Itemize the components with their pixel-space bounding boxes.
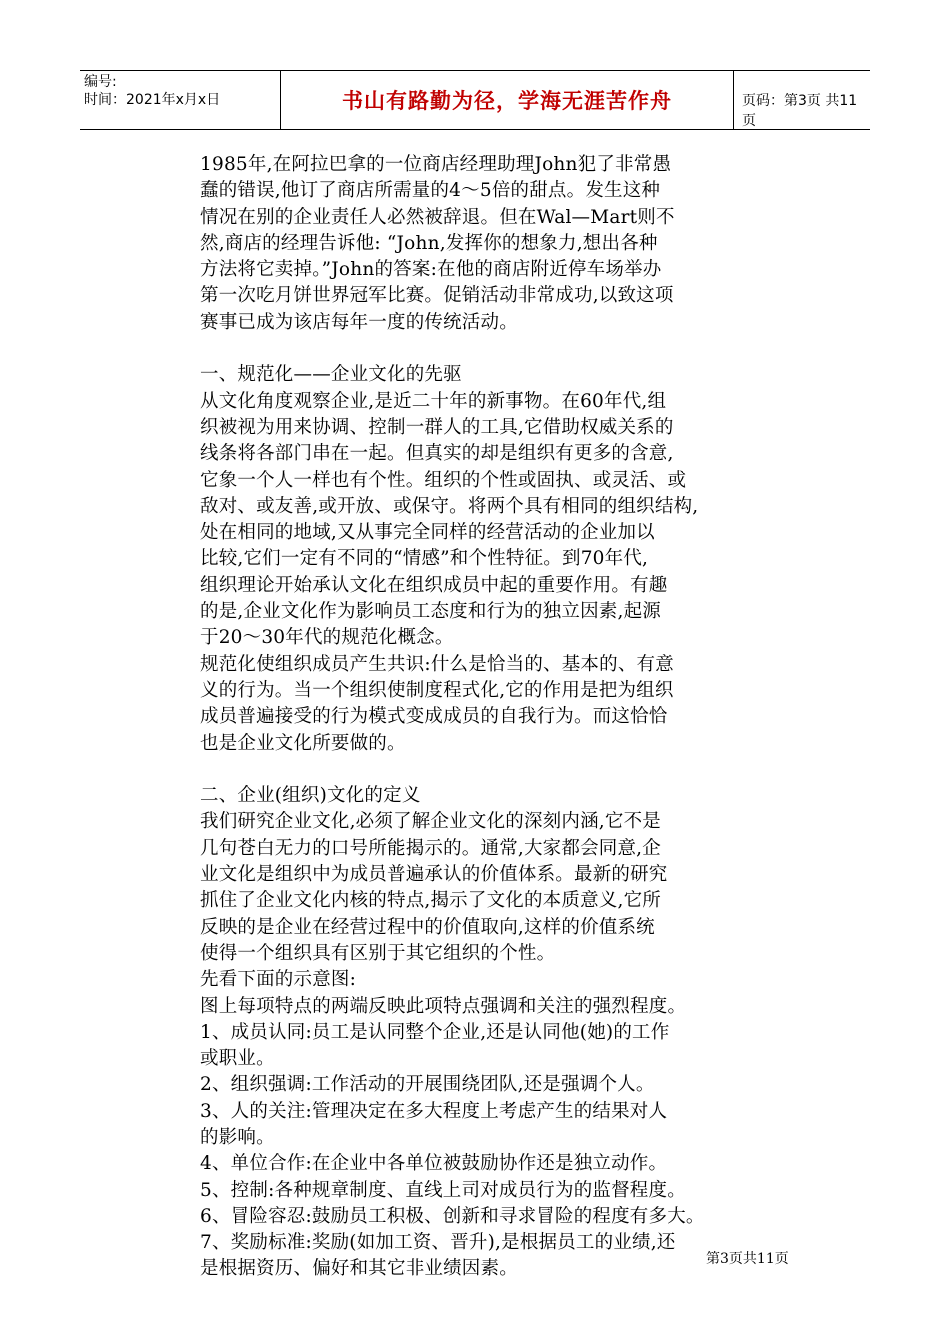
document-body <box>200 152 780 1283</box>
body-line: 1985年,在阿拉巴拿的一位商店经理助理John犯了非常愚 <box>200 154 672 175</box>
body-line: 图上每项特点的两端反映此项特点强调和关注的强烈程度。 <box>200 995 687 1017</box>
body-line: 它象一个人一样也有个性。组织的个性或固执、或灵活、或 <box>200 469 687 491</box>
body-line: 或职业。 <box>200 1048 275 1070</box>
header-meta <box>80 71 280 129</box>
body-line: 于20～30年代的规范化概念。 <box>200 627 454 649</box>
body-line: 处在相同的地域,又从事完全同样的经营活动的企业加以 <box>200 522 655 544</box>
body-line: 第一次吃月饼世界冠军比赛。促销活动非常成功,以致这项 <box>200 285 674 307</box>
body-line: 6、冒险容忍:鼓励员工积极、创新和寻求冒险的程度有多大。 <box>200 1205 705 1227</box>
body-line: 规范化使组织成员产生共识:什么是恰当的、基本的、有意 <box>200 653 674 675</box>
body-line: 比较,它们一定有不同的“情感”和个性特征。到70年代, <box>200 548 649 570</box>
body-line: 2、组织强调:工作活动的开展围绕团队,还是强调个人。 <box>200 1074 655 1096</box>
body-line: 情况在别的企业责任人必然被辞退。但在Wal—Mart则不 <box>200 206 675 228</box>
body-line: 义的行为。当一个组织使制度程式化,它的作用是把为组织 <box>200 679 674 701</box>
document-time-label: 时间：2021年x月x日 <box>84 92 221 108</box>
body-line: 反映的是企业在经营过程中的价值取向,这样的价值系统 <box>200 916 655 938</box>
body-line: 成员普遍接受的行为模式变成成员的自我行为。而这恰恰 <box>200 706 668 728</box>
body-line: 抓住了企业文化内核的特点,揭示了文化的本质意义,它所 <box>200 890 661 912</box>
body-line: 线条将各部门串在一起。但真实的却是组织有更多的含意, <box>200 443 674 465</box>
body-line: 从文化角度观察企业,是近二十年的新事物。在60年代,组 <box>200 390 667 412</box>
page-header <box>80 70 870 130</box>
body-line: 一、规范化——企业文化的先驱 <box>200 364 462 386</box>
body-line: 1、成员认同:员工是认同整个企业,还是认同他(她)的工作 <box>200 1021 670 1043</box>
page-footer: 第3页共11页 <box>706 1251 789 1267</box>
body-line: 业文化是组织中为成员普遍承认的价值体系。最新的研究 <box>200 864 668 886</box>
body-line: 然,商店的经理告诉他: “John,发挥你的想象力,想出各种 <box>200 232 658 254</box>
body-line: 3、人的关注:管理决定在多大程度上考虑产生的结果对人 <box>200 1100 668 1122</box>
body-line: 是根据资历、偏好和其它非业绩因素。 <box>200 1258 518 1280</box>
body-line: 赛事已成为该店每年一度的传统活动。 <box>200 311 518 333</box>
blank-line <box>200 336 780 362</box>
blank-line <box>200 757 780 783</box>
body-line: 也是企业文化所要做的。 <box>200 732 406 754</box>
body-line: 使得一个组织具有区别于其它组织的个性。 <box>200 942 556 964</box>
body-line: 我们研究企业文化,必须了解企业文化的深刻内涵,它不是 <box>200 811 661 833</box>
body-line: 组织理论开始承认文化在组织成员中起的重要作用。有趣 <box>200 574 668 596</box>
body-line: 方法将它卖掉。”John的答案:在他的商店附近停车场举办 <box>200 259 662 281</box>
body-line: 5、控制:各种规章制度、直线上司对成员行为的监督程度。 <box>200 1179 686 1201</box>
body-line: 敌对、或友善,或开放、或保守。将两个具有相同的组织结构, <box>200 495 699 517</box>
header-motto: 书山有路勤为径，学海无涯苦作舟 <box>342 89 672 113</box>
body-line: 7、奖励标准:奖励(如加工资、晋升),是根据员工的业绩,还 <box>200 1232 676 1254</box>
document-number-label: 编号: <box>84 74 117 90</box>
header-motto-cell <box>280 71 734 129</box>
body-line: 织被视为用来协调、控制一群人的工具,它借助权威关系的 <box>200 416 674 438</box>
body-line: 4、单位合作:在企业中各单位被鼓励协作还是独立动作。 <box>200 1153 668 1175</box>
header-page-cell <box>732 71 870 129</box>
body-line: 蠢的错误,他订了商店所需量的4～5倍的甜点。发生这种 <box>200 180 661 202</box>
body-line: 几句苍白无力的口号所能揭示的。通常,大家都会同意,企 <box>200 837 661 859</box>
header-page-info: 页码：第3页 共11页 <box>742 93 858 129</box>
body-line: 的影响。 <box>200 1126 275 1148</box>
body-line: 的是,企业文化作为影响员工态度和行为的独立因素,起源 <box>200 601 661 623</box>
body-line: 二、企业(组织)文化的定义 <box>200 785 421 807</box>
body-line: 先看下面的示意图: <box>200 969 357 991</box>
